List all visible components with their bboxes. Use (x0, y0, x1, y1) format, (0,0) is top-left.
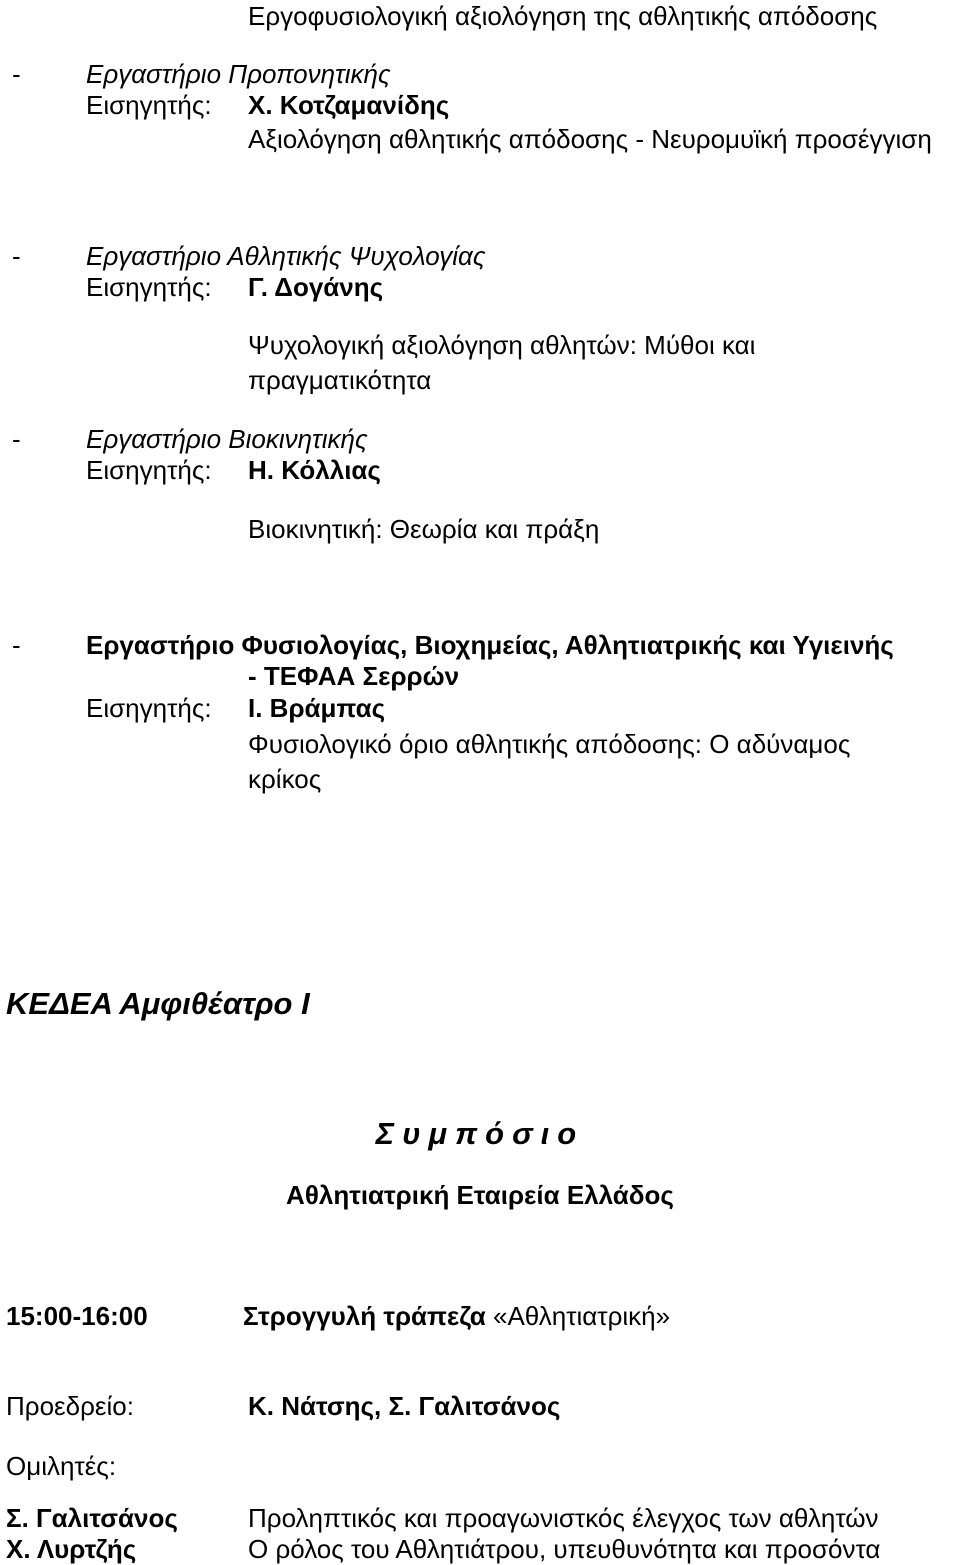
lab-speaker-doganis: Γ. Δογάνης (248, 272, 384, 302)
lab-bullet: - (12, 241, 21, 271)
lab-topic-physiology-line2: κρίκος (248, 764, 322, 794)
lab-bullet: - (12, 59, 21, 89)
symposium-title: Συμπόσιο (375, 1116, 585, 1151)
lab-name-physiology-line1: Εργαστήριο Φυσιολογίας, Βιοχημείας, Αθλητιατρικής και Υγιεινής (86, 630, 894, 660)
lab-topic-biokinetics: Βιοκινητική: Θεωρία και πράξη (248, 514, 600, 544)
lab-speaker-kollias: Η. Κόλλιας (248, 455, 381, 485)
lab-topic-psychology-line2: πραγματικότητα (248, 365, 432, 395)
lab-speaker-kotzamanidis: Χ. Κοτζαμανίδης (248, 90, 450, 120)
speaker-label: Εισηγητής: (86, 693, 212, 723)
lab-name-psychology: Εργαστήριο Αθλητικής Ψυχολογίας (86, 241, 486, 271)
lab-name-training: Εργαστήριο Προπονητικής (86, 59, 391, 89)
chair-label: Προεδρείο: (6, 1391, 134, 1421)
talk-title: Ο ρόλος του Αθλητιάτρου, υπευθυνότητα και προσόντα (248, 1534, 881, 1564)
talk-title: Προληπτικός και προαγωνιστκός έλεγχος των αθλητών (248, 1503, 879, 1533)
speaker-label: Εισηγητής: (86, 272, 212, 302)
lab-topic-training: Αξιολόγηση αθλητικής απόδοσης - Νευρομυϊκή προσέγγιση (248, 124, 932, 154)
lab-topic-physiology-line1: Φυσιολογικό όριο αθλητικής απόδοσης: Ο αδύναμος (248, 729, 851, 759)
speakers-label: Ομιλητές: (6, 1451, 117, 1481)
talk-speaker: Χ. Λυρτζής (6, 1534, 137, 1564)
lab-speaker-vrampas: Ι. Βράμπας (248, 693, 386, 723)
speaker-label: Εισηγητής: (86, 455, 212, 485)
intro-title: Εργοφυσιολογική αξιολόγηση της αθλητικής απόδοσης (248, 1, 878, 31)
chairs: Κ. Νάτσης, Σ. Γαλιτσάνος (248, 1391, 561, 1421)
session-title (243, 1300, 670, 1332)
organizer: Αθλητιατρική Εταιρεία Ελλάδος (286, 1180, 674, 1210)
venue-title: ΚΕΔΕΑ Αμφιθέατρο Ι (6, 986, 310, 1021)
lab-bullet: - (12, 630, 21, 660)
lab-name-biokinetics: Εργαστήριο Βιοκινητικής (86, 424, 368, 454)
lab-name-physiology-line2: - ΤΕΦΑΑ Σερρών (248, 661, 460, 691)
speaker-label: Εισηγητής: (86, 90, 212, 120)
lab-topic-psychology-line1: Ψυχολογική αξιολόγηση αθλητών: Μύθοι και (248, 330, 756, 360)
session-title-rest: «Αθλητιατρική» (485, 1301, 671, 1331)
session-time: 15:00-16:00 (6, 1301, 148, 1331)
lab-bullet: - (12, 424, 21, 454)
session-title-bold: Στρογγυλή τράπεζα (243, 1301, 486, 1331)
talk-speaker: Σ. Γαλιτσάνος (6, 1503, 178, 1533)
